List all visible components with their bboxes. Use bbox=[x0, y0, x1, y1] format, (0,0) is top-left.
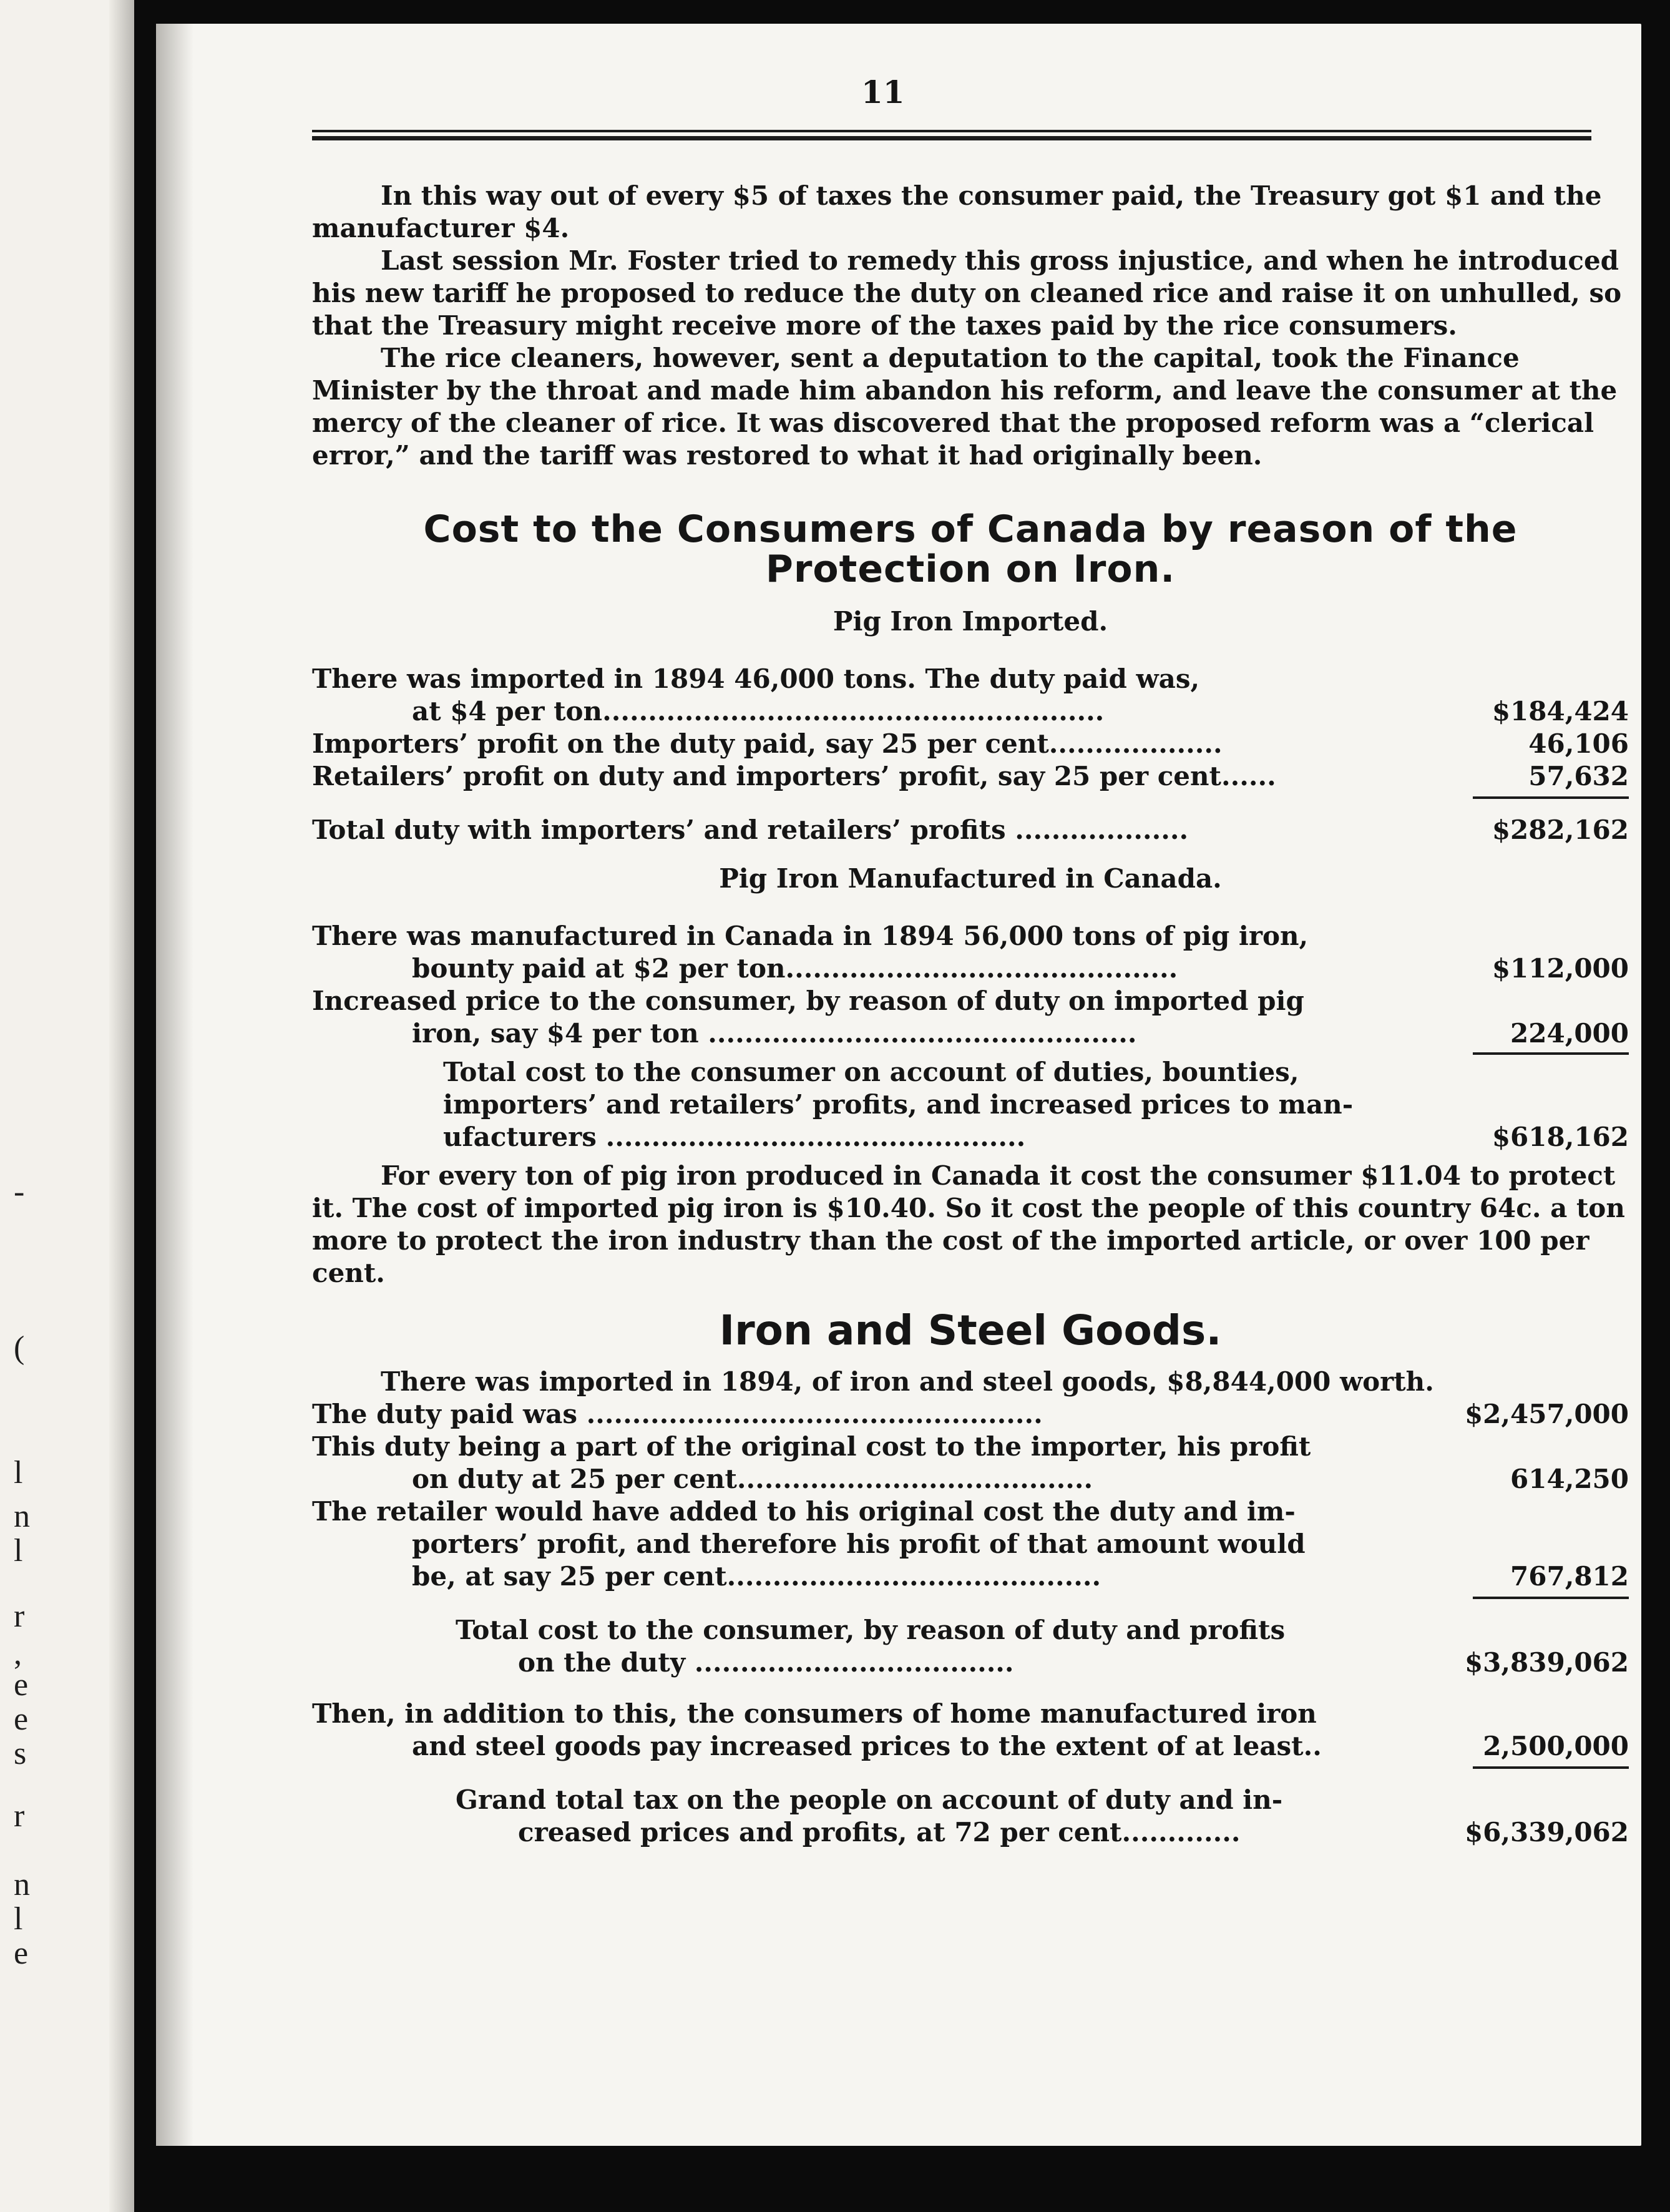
manufactured-row-increased-price bbox=[312, 985, 1629, 1050]
row-amount: 767,812 bbox=[1510, 1561, 1629, 1592]
edge-char: l bbox=[14, 1455, 23, 1490]
row-amount: $6,339,062 bbox=[1464, 1817, 1629, 1847]
facing-page-edge bbox=[0, 0, 134, 2212]
section-heading-steel: Iron and Steel Goods. bbox=[719, 1306, 1222, 1354]
steel-intro-paragraph: There was imported in 1894, of iron and steel goods, $8,844,000 worth. bbox=[381, 1366, 1434, 1397]
row-text: bounty paid at $2 per ton........................................... bbox=[412, 953, 1178, 984]
steel-row-grand-total bbox=[312, 1784, 1629, 1849]
iron-conclusion-paragraph: For every ton of pig iron produced in Canada it cost the consumer $11.04 to protect it. The cost of imported pig iron is $10.40. So it cost the people of this country 64c. a ton more to protect the iron industry than the cost of the imported article, or over 100 per cent. bbox=[312, 1160, 1625, 1288]
steel-row-total bbox=[312, 1614, 1629, 1679]
row-amount: 614,250 bbox=[1510, 1464, 1629, 1494]
row-text: porters’ profit, and therefore his profit of that amount would bbox=[412, 1529, 1306, 1559]
row-text: iron, say $4 per ton ............................................... bbox=[412, 1018, 1137, 1049]
imported-row-importers-profit bbox=[312, 728, 1629, 760]
row-text: Total duty with importers’ and retailers’ profits ................... bbox=[312, 815, 1189, 845]
steel-row-duty bbox=[312, 1398, 1629, 1431]
header-rule-bottom bbox=[312, 136, 1591, 140]
subheading-pig-iron-manufactured: Pig Iron Manufactured in Canada. bbox=[719, 863, 1222, 894]
imported-row-duty bbox=[312, 663, 1629, 728]
edge-char: e bbox=[14, 1701, 29, 1737]
row-text: The duty paid was .................................................. bbox=[312, 1399, 1043, 1429]
edge-char: , bbox=[14, 1636, 22, 1671]
document-page bbox=[156, 24, 1641, 2146]
edge-char: l bbox=[14, 1901, 23, 1937]
row-amount: 224,000 bbox=[1510, 1018, 1629, 1049]
row-text: importers’ and retailers’ profits, and increased prices to man- bbox=[443, 1089, 1354, 1120]
row-amount: $112,000 bbox=[1492, 953, 1629, 984]
row-text: ufacturers .............................................. bbox=[443, 1122, 1026, 1152]
edge-char: ( bbox=[14, 1330, 25, 1366]
row-amount: $2,457,000 bbox=[1464, 1399, 1629, 1429]
row-amount: $3,839,062 bbox=[1464, 1647, 1629, 1678]
steel-row-home-manufactured bbox=[312, 1698, 1629, 1763]
row-text: creased prices and profits, at 72 per cent............. bbox=[518, 1817, 1241, 1847]
row-text: at $4 per ton....................................................... bbox=[412, 696, 1105, 727]
row-text: and steel goods pay increased prices to the extent of at least.. bbox=[412, 1731, 1322, 1761]
row-text: There was imported in 1894 46,000 tons. The duty paid was, bbox=[312, 663, 1200, 694]
edge-char: e bbox=[14, 1936, 29, 1971]
edge-char: - bbox=[14, 1174, 25, 1210]
intro-paragraph: Last session Mr. Foster tried to remedy this gross injustice, and when he introduced his new tariff he proposed to reduce the duty on cleaned rice and raise it on unhulled, so that the Treasury might receive more of the taxes paid by the rice consumers. bbox=[312, 245, 1622, 341]
edge-char: r bbox=[14, 1598, 25, 1634]
sum-rule bbox=[312, 1766, 1629, 1769]
row-text: on duty at 25 per cent....................................... bbox=[412, 1464, 1093, 1494]
header-rule-top bbox=[312, 130, 1591, 132]
row-amount: $184,424 bbox=[1492, 696, 1629, 727]
subheading-pig-iron-imported: Pig Iron Imported. bbox=[833, 606, 1108, 637]
intro-paragraph: The rice cleaners, however, sent a deputation to the capital, took the Finance Minister by the throat and made him abandon his reform, and leave the consumer at the mercy of the cleaner of rice. It was discovered that the proposed reform was a “clerical error,” and the tariff was restored to what it had originally been. bbox=[312, 343, 1618, 471]
sum-rule bbox=[312, 1597, 1629, 1599]
row-amount: 46,106 bbox=[1528, 728, 1629, 759]
row-amount: 57,632 bbox=[1528, 761, 1629, 791]
section-heading-iron: Cost to the Consumers of Canada by reason of the Protection on Iron. bbox=[423, 507, 1518, 591]
edge-char: n bbox=[14, 1499, 30, 1534]
edge-char: l bbox=[14, 1533, 23, 1568]
row-text: on the duty ................................... bbox=[518, 1647, 1014, 1678]
row-text: be, at say 25 per cent......................................... bbox=[412, 1561, 1101, 1592]
steel-row-importer-profit bbox=[312, 1431, 1629, 1495]
row-amount: 2,500,000 bbox=[1483, 1731, 1629, 1761]
manufactured-row-bounty bbox=[312, 920, 1629, 985]
row-text: Total cost to the consumer on account of duties, bounties, bbox=[443, 1057, 1299, 1087]
sum-rule bbox=[312, 1052, 1629, 1055]
steel-row-retailer-profit bbox=[312, 1495, 1629, 1593]
edge-char: s bbox=[14, 1736, 27, 1771]
row-text: Importers’ profit on the duty paid, say 25 per cent................... bbox=[312, 728, 1223, 759]
imported-row-total bbox=[312, 814, 1629, 846]
edge-char: e bbox=[14, 1667, 29, 1703]
row-text: Grand total tax on the people on account of duty and in- bbox=[456, 1784, 1283, 1815]
row-text: Increased price to the consumer, by reason of duty on imported pig bbox=[312, 986, 1304, 1016]
edge-char: r bbox=[14, 1798, 25, 1834]
row-amount: $282,162 bbox=[1492, 815, 1629, 845]
row-amount: $618,162 bbox=[1492, 1122, 1629, 1152]
page-content bbox=[312, 180, 1629, 1849]
page-number: 11 bbox=[861, 74, 905, 110]
row-text: Then, in addition to this, the consumers of home manufactured iron bbox=[312, 1698, 1317, 1729]
imported-row-retailers-profit bbox=[312, 760, 1629, 793]
row-text: There was manufactured in Canada in 1894 56,000 tons of pig iron, bbox=[312, 921, 1309, 951]
edge-char: n bbox=[14, 1867, 30, 1902]
sum-rule bbox=[312, 796, 1629, 799]
manufactured-row-total bbox=[312, 1056, 1629, 1153]
intro-paragraph: In this way out of every $5 of taxes the consumer paid, the Treasury got $1 and the manufacturer $4. bbox=[312, 180, 1602, 243]
row-text: Total cost to the consumer, by reason of duty and profits bbox=[456, 1615, 1286, 1645]
page-gutter-shadow bbox=[156, 24, 193, 2146]
row-text: Retailers’ profit on duty and importers’ profit, say 25 per cent...... bbox=[312, 761, 1276, 791]
row-text: The retailer would have added to his original cost the duty and im- bbox=[312, 1496, 1296, 1527]
row-text: This duty being a part of the original cost to the importer, his profit bbox=[312, 1431, 1311, 1462]
page-fold-shadow bbox=[109, 0, 134, 2212]
